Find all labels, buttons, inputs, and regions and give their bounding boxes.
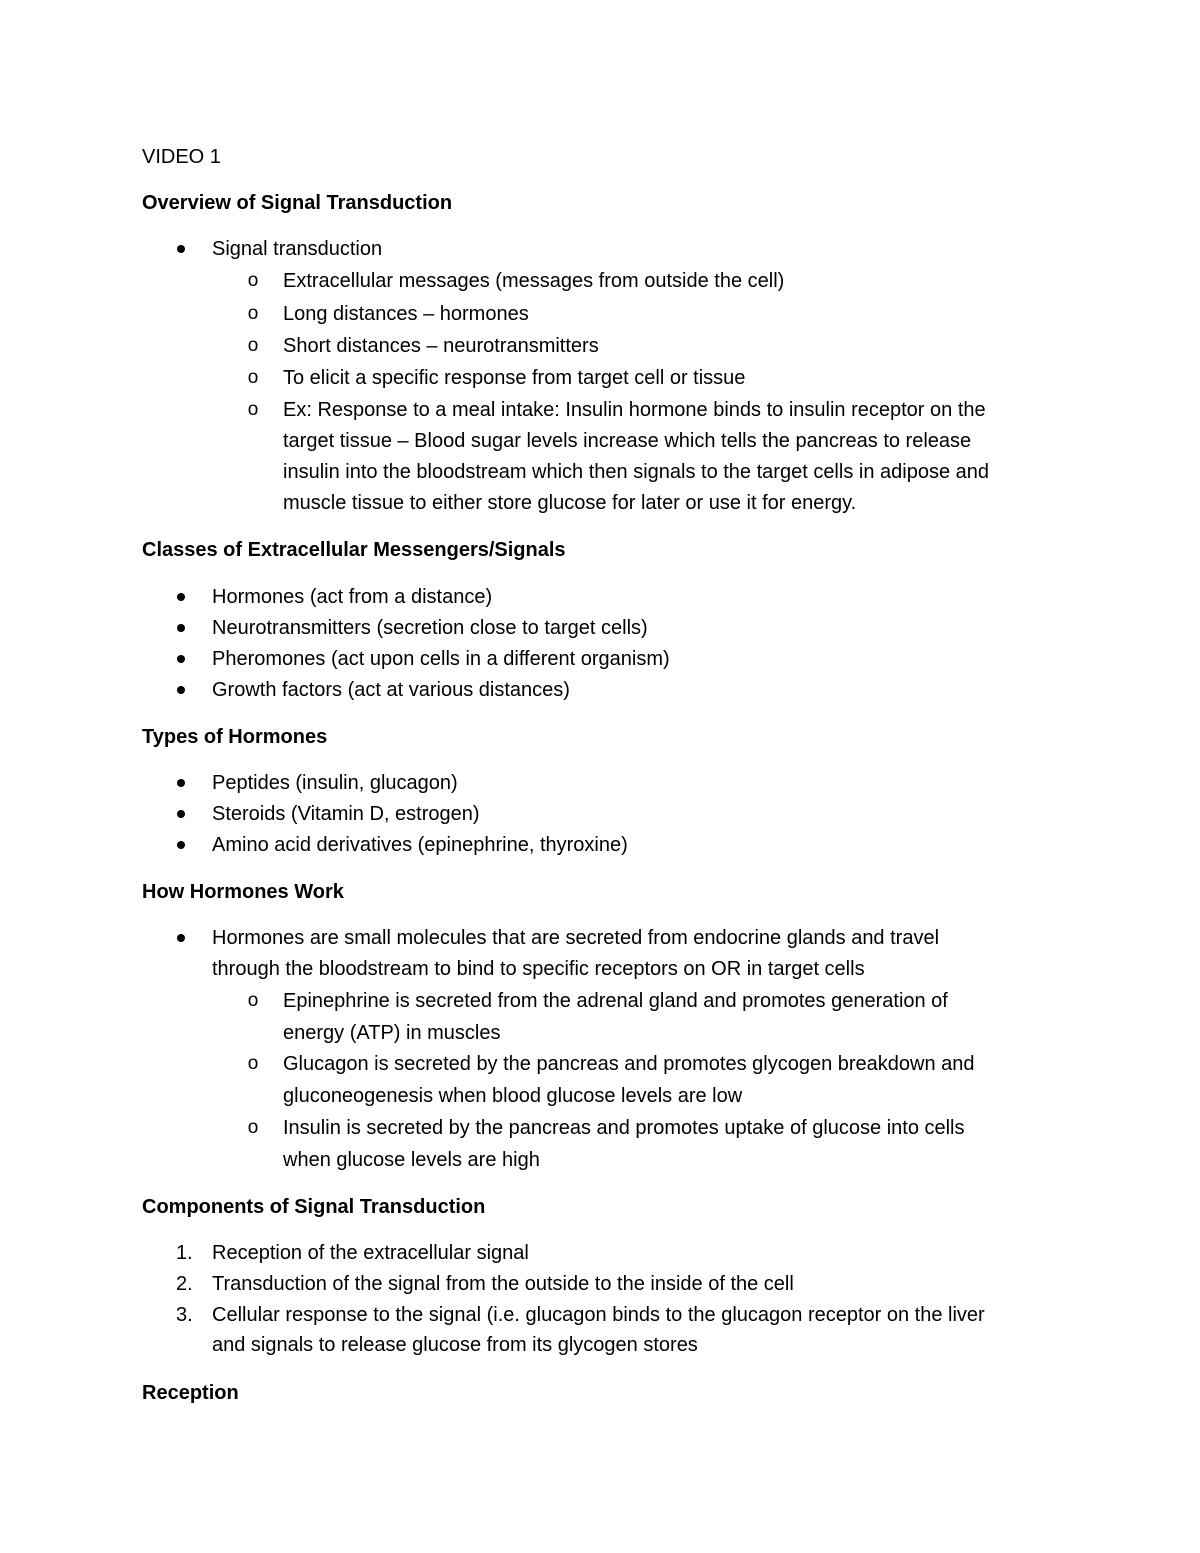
section-heading: Types of Hormones	[142, 726, 328, 748]
list-number: 2.	[176, 1273, 193, 1295]
sub-bullet-icon: o	[247, 367, 259, 388]
list-item: Amino acid derivatives (epinephrine, thyroxine)	[212, 834, 628, 856]
bullet-icon	[177, 655, 185, 663]
sub-list-item-line: muscle tissue to either store glucose for later or use it for energy.	[283, 492, 857, 514]
list-item: Peptides (insulin, glucagon)	[212, 772, 458, 794]
section-heading: Reception	[142, 1382, 239, 1404]
sub-bullet-icon: o	[247, 335, 259, 356]
bullet-icon	[177, 841, 185, 849]
sub-list-item-line: target tissue – Blood sugar levels increase which tells the pancreas to release	[283, 430, 972, 452]
numbered-item-line: and signals to release glucose from its glycogen stores	[212, 1334, 698, 1356]
sub-list-item-line: energy (ATP) in muscles	[283, 1022, 501, 1044]
bullet-icon	[177, 624, 185, 632]
list-item: Growth factors (act at various distances)	[212, 679, 570, 701]
list-item: Pheromones (act upon cells in a different organism)	[212, 648, 670, 670]
sub-list-item-line: Ex: Response to a meal intake: Insulin hormone binds to insulin receptor on the	[283, 399, 986, 421]
bullet-icon	[177, 245, 185, 253]
section-heading: How Hormones Work	[142, 881, 344, 903]
section-heading: Classes of Extracellular Messengers/Signals	[142, 539, 566, 561]
numbered-item: Transduction of the signal from the outside to the inside of the cell	[212, 1273, 794, 1295]
sub-list-item: Short distances – neurotransmitters	[283, 335, 599, 357]
sub-list-item-line: Insulin is secreted by the pancreas and promotes uptake of glucose into cells	[283, 1117, 965, 1139]
list-number: 3.	[176, 1304, 193, 1326]
list-item: Steroids (Vitamin D, estrogen)	[212, 803, 480, 825]
list-number: 1.	[176, 1242, 193, 1264]
sub-list-item: To elicit a specific response from target cell or tissue	[283, 367, 746, 389]
sub-list-item-line: gluconeogenesis when blood glucose levels are low	[283, 1085, 743, 1107]
sub-bullet-icon: o	[247, 1053, 259, 1074]
sub-bullet-icon: o	[247, 990, 259, 1011]
sub-list-item-line: when glucose levels are high	[283, 1149, 540, 1171]
sub-list-item: Extracellular messages (messages from outside the cell)	[283, 270, 785, 292]
list-item-line: Hormones are small molecules that are secreted from endocrine glands and travel	[212, 927, 940, 949]
document-title: VIDEO 1	[142, 146, 221, 168]
list-item-line: through the bloodstream to bind to specific receptors on OR in target cells	[212, 958, 865, 980]
numbered-item: Reception of the extracellular signal	[212, 1242, 529, 1264]
list-item: Hormones (act from a distance)	[212, 586, 493, 608]
sub-bullet-icon: o	[247, 270, 259, 291]
bullet-icon	[177, 810, 185, 818]
list-item: Neurotransmitters (secretion close to target cells)	[212, 617, 648, 639]
section-heading: Components of Signal Transduction	[142, 1196, 486, 1218]
sub-list-item-line: Glucagon is secreted by the pancreas and promotes glycogen breakdown and	[283, 1053, 975, 1075]
sub-bullet-icon: o	[247, 399, 259, 420]
bullet-icon	[177, 686, 185, 694]
bullet-icon	[177, 593, 185, 601]
list-item: Signal transduction	[212, 238, 383, 260]
sub-list-item: Long distances – hormones	[283, 303, 529, 325]
bullet-icon	[177, 779, 185, 787]
sub-list-item-line: insulin into the bloodstream which then signals to the target cells in adipose and	[283, 461, 989, 483]
numbered-item-line: Cellular response to the signal (i.e. glucagon binds to the glucagon receptor on the liver	[212, 1304, 985, 1326]
bullet-icon	[177, 934, 185, 942]
section-heading: Overview of Signal Transduction	[142, 192, 453, 214]
sub-bullet-icon: o	[247, 1117, 259, 1138]
sub-list-item-line: Epinephrine is secreted from the adrenal gland and promotes generation of	[283, 990, 948, 1012]
sub-bullet-icon: o	[247, 303, 259, 324]
